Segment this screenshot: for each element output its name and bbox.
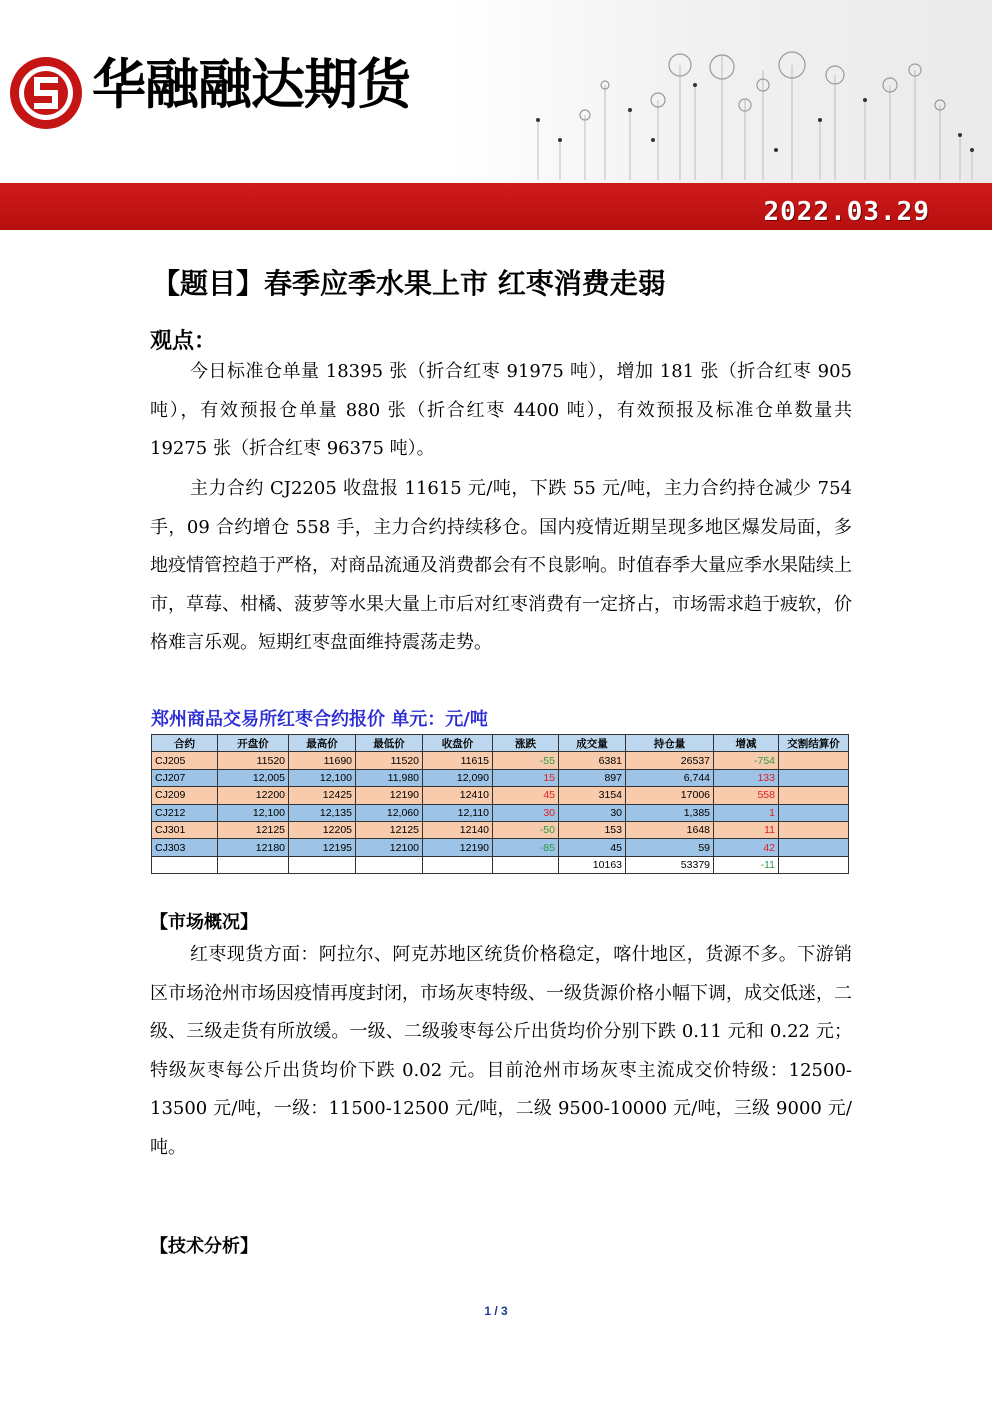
table-row	[152, 804, 849, 821]
table-cell: 12190	[423, 839, 493, 856]
table-row	[152, 769, 849, 786]
table-cell: 12125	[218, 821, 289, 838]
table-cell	[779, 752, 849, 769]
table-cell: 12,110	[423, 804, 493, 821]
table-cell: CJ209	[152, 787, 218, 804]
table-cell	[152, 856, 218, 873]
header-cell: 合约	[152, 735, 218, 752]
table-cell: 11520	[356, 752, 423, 769]
page-number: 1 / 3	[484, 1304, 508, 1318]
quote-table	[151, 734, 849, 874]
table-row	[152, 821, 849, 838]
table-cell	[423, 856, 493, 873]
table-cell: 12,100	[289, 769, 356, 786]
table-cell: 11690	[289, 752, 356, 769]
table-header-row	[152, 735, 849, 752]
table-cell: 45	[559, 839, 626, 856]
header-cell: 收盘价	[423, 735, 493, 752]
table-row	[152, 752, 849, 769]
table-cell: 10163	[559, 856, 626, 873]
table-cell: 12140	[423, 821, 493, 838]
table-cell	[779, 804, 849, 821]
table-cell	[218, 856, 289, 873]
table-cell: CJ205	[152, 752, 218, 769]
table-cell	[356, 856, 423, 873]
table-cell: 12195	[289, 839, 356, 856]
article-title: 【题目】春季应季水果上市 红枣消费走弱	[152, 267, 666, 300]
table-cell: 11615	[423, 752, 493, 769]
table-cell: 12,090	[423, 769, 493, 786]
table-cell: 15	[493, 769, 559, 786]
table-cell: 17006	[626, 787, 714, 804]
table-cell: 558	[714, 787, 779, 804]
table-row	[152, 856, 849, 873]
company-logo-icon	[8, 55, 84, 131]
table-row	[152, 787, 849, 804]
table-cell: CJ207	[152, 769, 218, 786]
table-cell	[289, 856, 356, 873]
table-cell	[779, 769, 849, 786]
table-cell	[779, 856, 849, 873]
table-cell: 3154	[559, 787, 626, 804]
paragraph-main-contract: 主力合约 CJ2205 收盘报 11615 元/吨，下跌 55 元/吨，主力合约持仓减少 754 手，09 合约增仓 558 手，主力合约持续移仓。国内疫情近期呈现多地区爆发局面，多地疫情管控趋于严格，对商品流通及消费都会有不良影响。时值春季大量应季水果陆续上市，草莓、柑橘、菠萝等水果大量上市后对红枣消费有一定挤占，市场需求趋于疲软，价格难言乐观。短期红枣盘面维持震荡走势。	[150, 478, 852, 653]
table-cell: 11,980	[356, 769, 423, 786]
header-cell: 涨跌	[493, 735, 559, 752]
table-cell: 6,744	[626, 769, 714, 786]
section-market-heading: 【市场概况】	[150, 912, 258, 933]
view-label: 观点：	[150, 329, 217, 354]
company-name: 华融融达期货	[92, 53, 410, 116]
header-cell: 开盘价	[218, 735, 289, 752]
header-cell: 增减	[714, 735, 779, 752]
table-cell: 12100	[356, 839, 423, 856]
table-cell: 45	[493, 787, 559, 804]
table-cell: 30	[493, 804, 559, 821]
table-cell: 12410	[423, 787, 493, 804]
table-cell: -50	[493, 821, 559, 838]
table-cell: -85	[493, 839, 559, 856]
report-date: 2022.03.29	[763, 197, 930, 227]
table-cell: 12,060	[356, 804, 423, 821]
table-cell: CJ212	[152, 804, 218, 821]
decorative-circles-graphic	[530, 45, 980, 180]
table-cell: 1	[714, 804, 779, 821]
table-cell: -11	[714, 856, 779, 873]
table-cell: 12,005	[218, 769, 289, 786]
table-caption: 郑州商品交易所红枣合约报价 单元：元/吨	[151, 709, 488, 730]
section-tech-heading: 【技术分析】	[150, 1236, 258, 1257]
table-cell: CJ301	[152, 821, 218, 838]
table-cell: 11	[714, 821, 779, 838]
table-cell: 53379	[626, 856, 714, 873]
table-cell: 30	[559, 804, 626, 821]
table-cell: 12180	[218, 839, 289, 856]
table-cell: -55	[493, 752, 559, 769]
table-cell: 133	[714, 769, 779, 786]
paragraph-warehouse-receipts: 今日标准仓单量 18395 张（折合红枣 91975 吨），增加 181 张（折合红枣 905 吨），有效预报仓单量 880 张（折合红枣 4400 吨），有效预报及标准仓单数量共 19275 张（折合红枣 96375 吨）。	[150, 361, 852, 459]
table-cell: 12,135	[289, 804, 356, 821]
table-cell: 12425	[289, 787, 356, 804]
table-cell: 12125	[356, 821, 423, 838]
table-cell: 42	[714, 839, 779, 856]
header-cell: 成交量	[559, 735, 626, 752]
table-cell: 12205	[289, 821, 356, 838]
table-cell: 1,385	[626, 804, 714, 821]
header-cell: 交割结算价	[779, 735, 849, 752]
table-cell	[493, 856, 559, 873]
table-cell: 26537	[626, 752, 714, 769]
page-header	[0, 0, 992, 230]
table-cell: CJ303	[152, 839, 218, 856]
table-cell: 12200	[218, 787, 289, 804]
table-cell: 6381	[559, 752, 626, 769]
table-cell: 153	[559, 821, 626, 838]
table-cell: 897	[559, 769, 626, 786]
table-cell: 1648	[626, 821, 714, 838]
table-row	[152, 839, 849, 856]
table-body	[152, 752, 849, 874]
table-cell: 12,100	[218, 804, 289, 821]
table-cell: 12190	[356, 787, 423, 804]
header-cell: 最低价	[356, 735, 423, 752]
table-cell	[779, 839, 849, 856]
table-cell	[779, 821, 849, 838]
header-cell: 持仓量	[626, 735, 714, 752]
table-cell: 59	[626, 839, 714, 856]
header-cell: 最高价	[289, 735, 356, 752]
paragraph-market-overview: 红枣现货方面：阿拉尔、阿克苏地区统货价格稳定，喀什地区，货源不多。下游销区市场沧州市场因疫情再度封闭，市场灰枣特级、一级货源价格小幅下调，成交低迷，二级、三级走货有所放缓。一级、二级骏枣每公斤出货均价分别下跌 0.11 元和 0.22 元；特级灰枣每公斤出货均价下跌 0.02 元。目前沧州市场灰枣主流成交价特级：12500-13500 元/吨，一级：11500-12500 元/吨，二级 9500-10000 元/吨，三级 9000 元/吨。	[150, 944, 852, 1158]
table-cell	[779, 787, 849, 804]
table-cell: 11520	[218, 752, 289, 769]
table-cell: -754	[714, 752, 779, 769]
